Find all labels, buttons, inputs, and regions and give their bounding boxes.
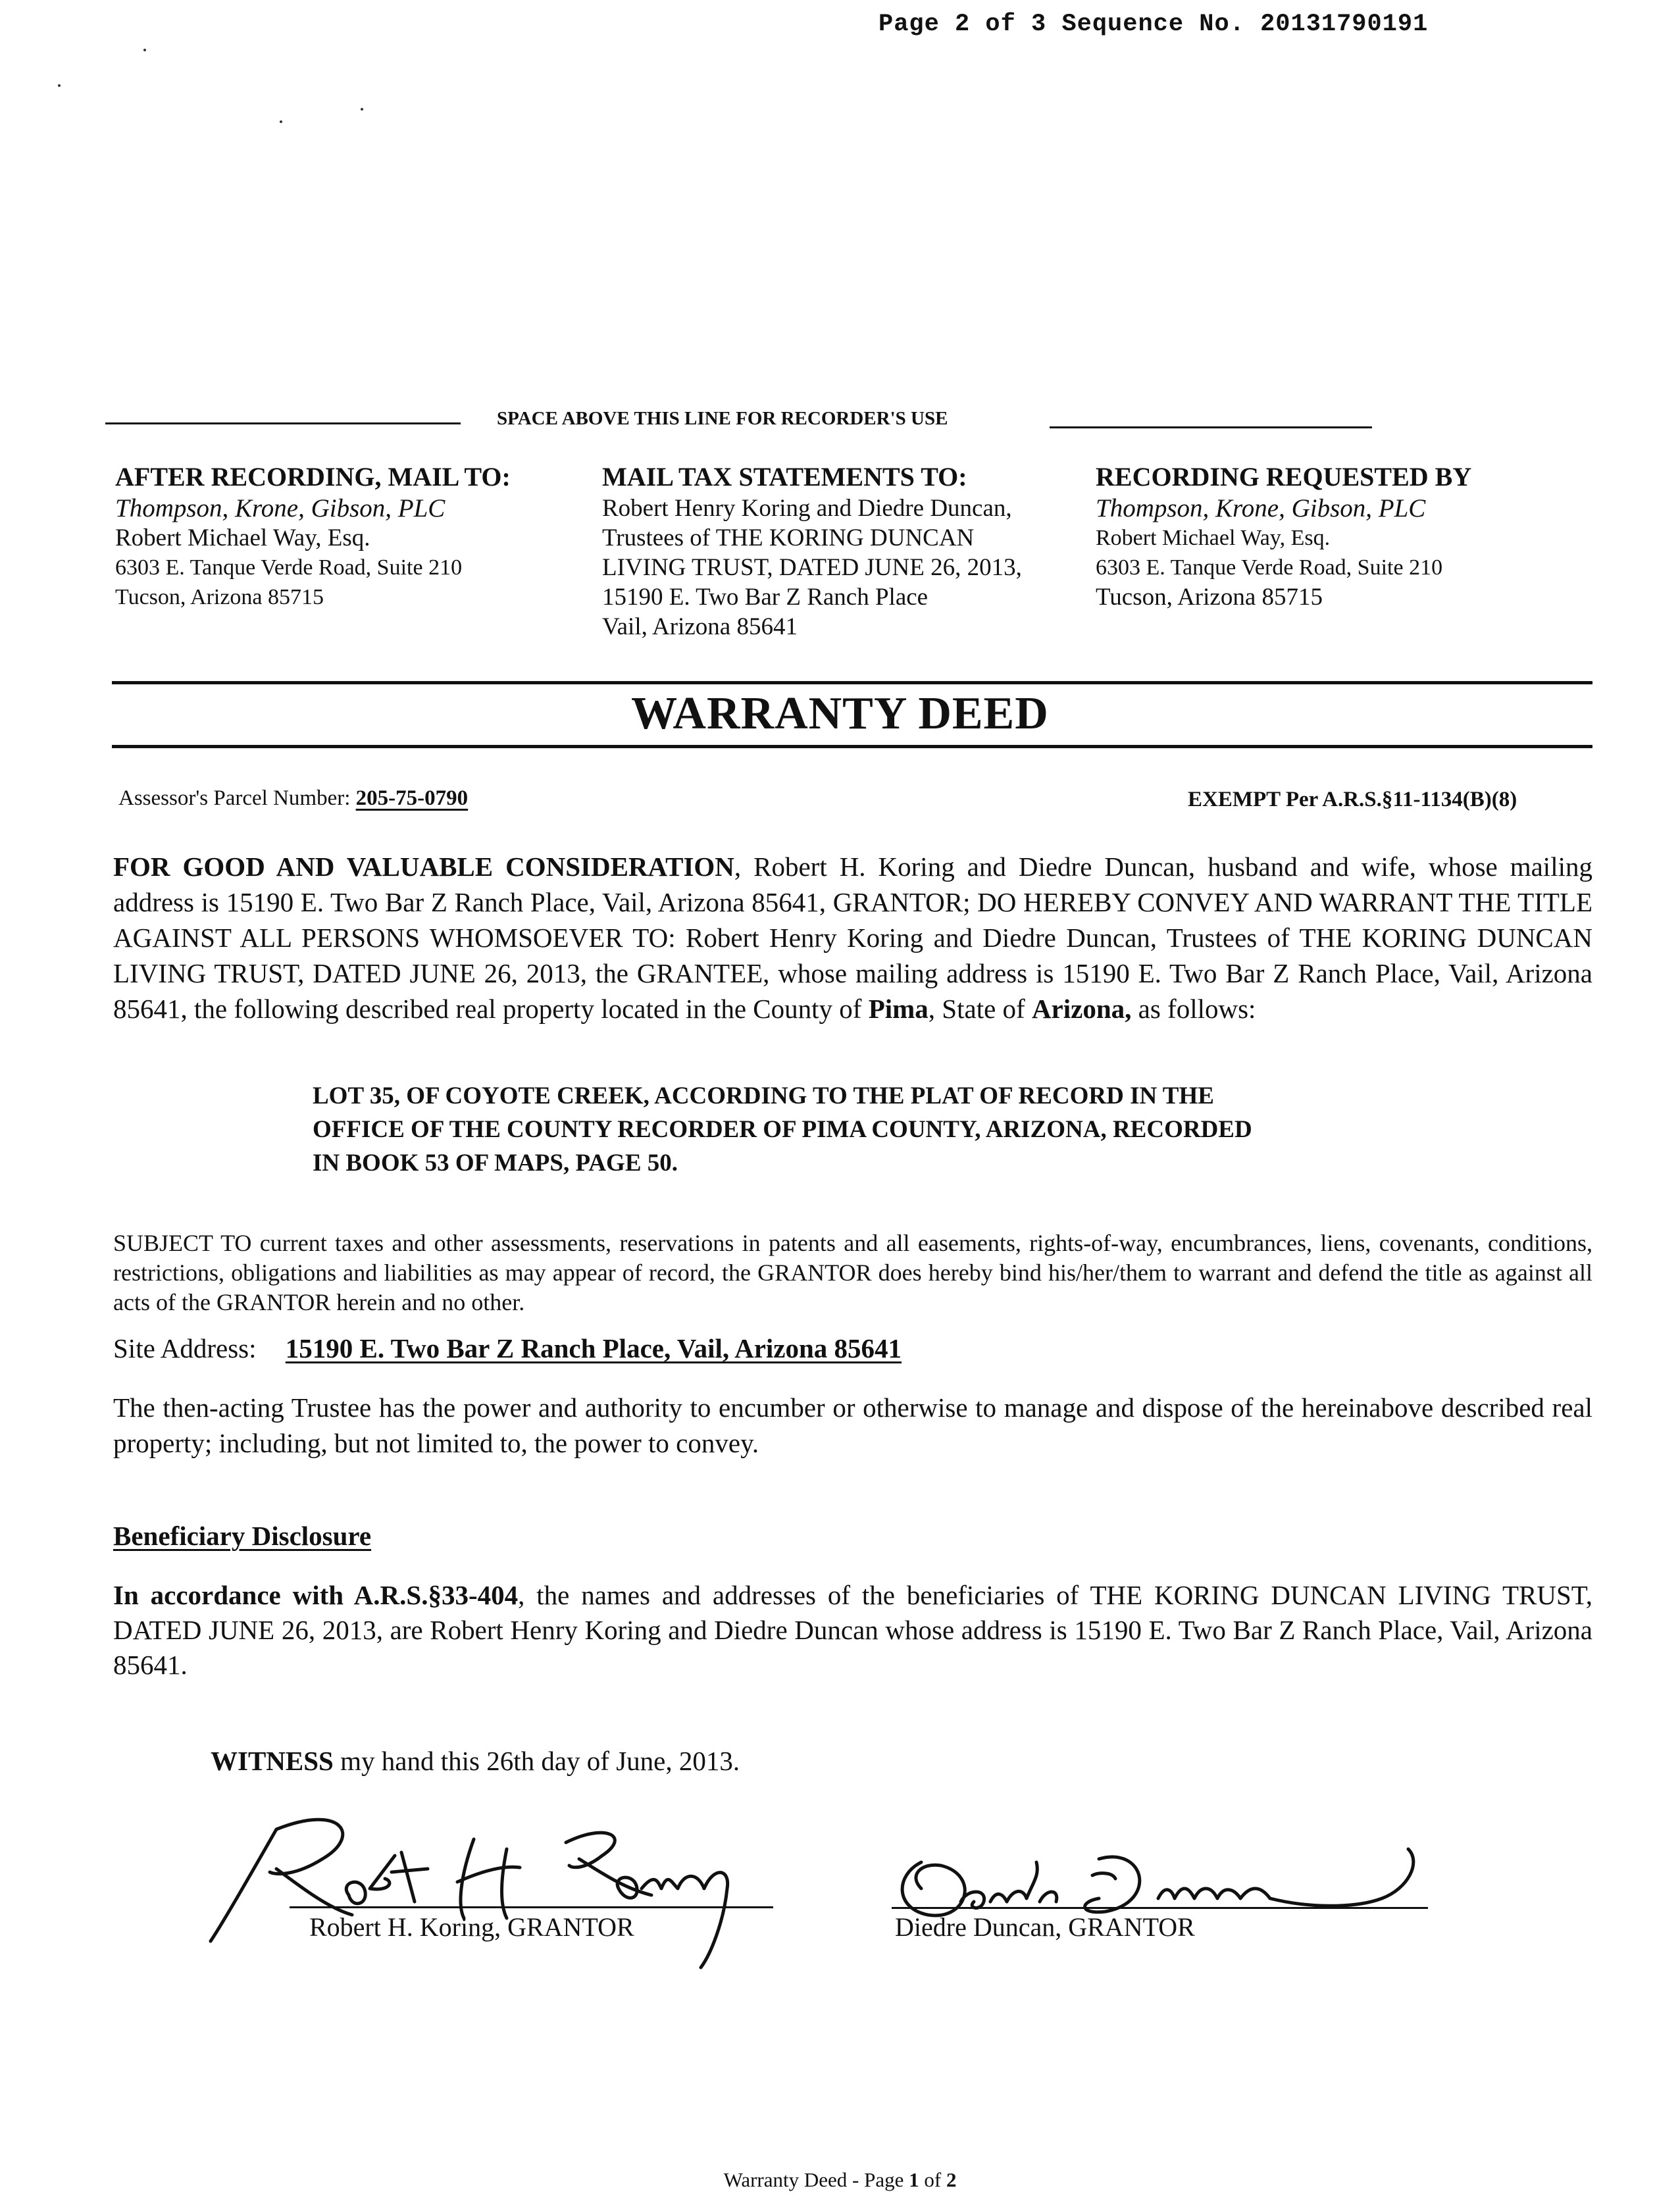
footer-of: of — [919, 2168, 946, 2191]
signature-diedre-duncan — [882, 1836, 1514, 1968]
scan-speck — [280, 120, 282, 123]
signature-line-grantor-2 — [892, 1907, 1428, 1909]
mail-tax-heading: MAIL TAX STATEMENTS TO: — [602, 462, 967, 492]
site-address-value: 15190 E. Two Bar Z Ranch Place, Vail, Arizona 85641 — [285, 1333, 902, 1363]
consideration-body: , Robert H. Koring and Diedre Duncan, husband and wife, whose mailing address is 15190 E. Two Bar Z Ranch Place, Vail, Arizona 85641, GRANTOR; DO HEREBY CONVEY AND WARRANT THE TITLE AGAINST ALL PERSONS WHOMSOEVER TO: Robert Henry Koring and Diedre Duncan, Trustees of THE KORING DUNCAN LIVING TRUST, DATED JUNE 26, 2013, the GRANTEE, whose mailing address is 15190 E. Two Bar Z Ranch Place, Vail, Arizona 85641, the following described real property located in the County of — [113, 851, 1592, 1024]
legal-description — [313, 1079, 1252, 1180]
recorder-page-sequence: Page 2 of 3 Sequence No. 20131790191 — [878, 11, 1429, 38]
legal-line-2: OFFICE OF THE COUNTY RECORDER OF PIMA COUNTY, ARIZONA, RECORDED — [313, 1116, 1252, 1143]
after-recording-street: 6303 E. Tanque Verde Road, Suite 210 — [115, 555, 463, 580]
recording-requested-block — [1096, 461, 1471, 612]
scan-speck — [143, 49, 146, 51]
footer-prefix: Warranty Deed - Page — [723, 2168, 909, 2191]
recorder-line-right — [1050, 426, 1372, 428]
mail-tax-line-2: Trustees of THE KORING DUNCAN — [602, 524, 975, 551]
signature-robert-koring — [197, 1790, 790, 1987]
witness-body: my hand this 26th day of June, 2013. — [333, 1746, 740, 1776]
recording-requested-firm: Thompson, Krone, Gibson, PLC — [1096, 494, 1426, 522]
mail-tax-line-5: Vail, Arizona 85641 — [602, 613, 798, 640]
consideration-lead: FOR GOOD AND VALUABLE CONSIDERATION — [113, 851, 734, 882]
consideration-tail: as follows: — [1131, 994, 1256, 1024]
legal-line-3: IN BOOK 53 OF MAPS, PAGE 50. — [313, 1150, 678, 1177]
recording-requested-street: 6303 E. Tanque Verde Road, Suite 210 — [1096, 555, 1443, 580]
beneficiary-body: , the names and addresses of the beneficiaries of THE KORING DUNCAN LIVING TRUST, DATED JUNE 26, 2013, are Robert Henry Koring and Diedre Duncan whose address is 15190 E. Two Bar Z Ranch Place, Vail, Arizona 85641. — [113, 1580, 1592, 1680]
consideration-paragraph — [113, 849, 1592, 1027]
recording-requested-city: Tucson, Arizona 85715 — [1096, 584, 1323, 611]
after-recording-heading: AFTER RECORDING, MAIL TO: — [115, 462, 511, 492]
beneficiary-paragraph — [113, 1578, 1592, 1683]
parcel-line — [118, 786, 468, 811]
page-footer — [0, 2168, 1680, 2192]
mail-tax-line-3: LIVING TRUST, DATED JUNE 26, 2013, — [602, 554, 1022, 581]
mail-tax-line-1: Robert Henry Koring and Diedre Duncan, — [602, 495, 1012, 522]
site-address-line — [113, 1333, 902, 1364]
after-recording-block — [115, 461, 511, 612]
consideration-county: Pima — [868, 994, 929, 1024]
scan-speck — [361, 108, 363, 111]
recording-requested-heading: RECORDING REQUESTED BY — [1096, 462, 1472, 492]
site-address-label: Site Address: — [113, 1333, 257, 1363]
after-recording-attorney: Robert Michael Way, Esq. — [115, 524, 370, 551]
recording-requested-attorney: Robert Michael Way, Esq. — [1096, 526, 1331, 550]
footer-total: 2 — [946, 2168, 957, 2191]
mail-tax-block — [602, 461, 1022, 642]
trustee-power-paragraph: The then-acting Trustee has the power and authority to encumber or otherwise to manage and dispose of the hereinabove described real property; including, but not limited to, the power to convey. — [113, 1392, 1592, 1458]
after-recording-firm: Thompson, Krone, Gibson, PLC — [115, 494, 445, 522]
grantor-1-name: Robert H. Koring, GRANTOR — [309, 1912, 634, 1942]
scan-speck — [58, 84, 61, 87]
title-rule-top — [112, 681, 1592, 684]
signature-line-grantor-1 — [290, 1906, 773, 1908]
footer-page: 1 — [909, 2168, 919, 2191]
witness-lead: WITNESS — [211, 1746, 334, 1776]
legal-line-1: LOT 35, OF COYOTE CREEK, ACCORDING TO THE PLAT OF RECORD IN THE — [313, 1082, 1214, 1109]
mail-tax-line-4: 15190 E. Two Bar Z Ranch Place — [602, 584, 929, 611]
grantor-2-name: Diedre Duncan, GRANTOR — [895, 1912, 1195, 1942]
beneficiary-lead: In accordance with A.R.S.§33-404 — [113, 1580, 519, 1610]
consideration-mid: , State of — [928, 994, 1032, 1024]
parcel-number: 205-75-0790 — [355, 786, 469, 810]
exempt-citation: EXEMPT Per A.R.S.§11-1134(B)(8) — [1188, 788, 1517, 811]
parcel-label: Assessor's Parcel Number: — [118, 786, 351, 810]
witness-line — [211, 1745, 740, 1777]
document-title: WARRANTY DEED — [631, 688, 1049, 739]
recorder-notice: SPACE ABOVE THIS LINE FOR RECORDER'S USE — [497, 408, 948, 429]
consideration-state: Arizona, — [1031, 994, 1132, 1024]
beneficiary-heading: Beneficiary Disclosure — [113, 1521, 372, 1551]
after-recording-city: Tucson, Arizona 85715 — [115, 585, 324, 609]
recorder-line-left — [105, 422, 461, 424]
title-rule-bottom — [112, 745, 1592, 748]
subject-to-paragraph: SUBJECT TO current taxes and other assessments, reservations in patents and all easements, rights-of-way, encumbrances, liens, covenants, conditions, restrictions, obligations and liabilities as may appear of record, the GRANTOR does hereby bind his/her/them to warrant and defend the title as against all acts of the GRANTOR herein and no other. — [113, 1230, 1592, 1315]
